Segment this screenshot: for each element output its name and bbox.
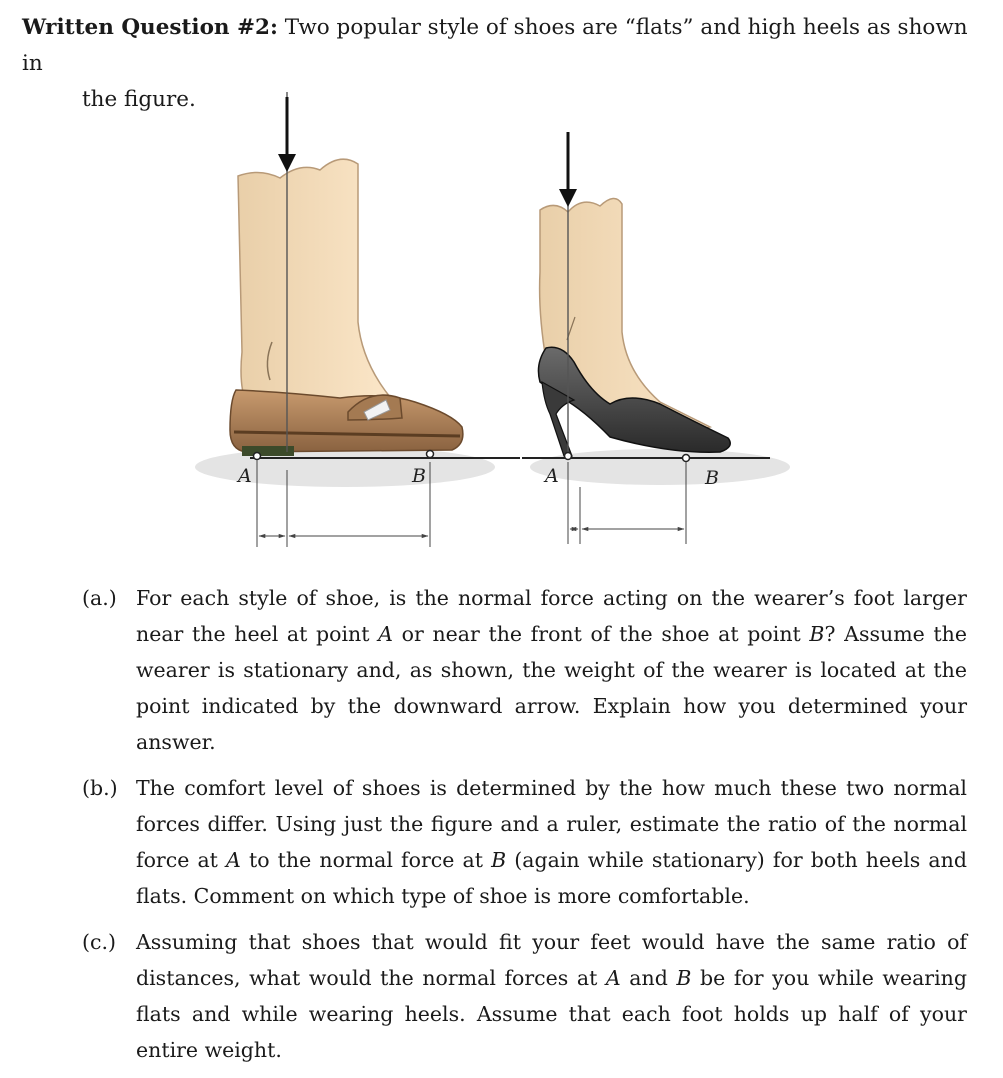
question-intro: Two popular style of shoes are “flats” and high heels as shown in <box>22 15 968 76</box>
flat-point-b-dot <box>427 451 434 458</box>
heel-label-b: B <box>705 467 719 489</box>
part-a <box>82 580 967 760</box>
question-parts <box>82 580 967 1078</box>
part-b-var-a: A <box>226 848 241 872</box>
part-c-marker: (c.) <box>82 930 116 954</box>
part-a-seg-1: For each style of shoe, is the normal force acting on the wearer’s foot larger near the heel at point <box>136 586 967 646</box>
part-a-seg-3: ? Assume the wearer is stationary and, as shown, the weight of the wearer is located at the point indicated by the downward arrow. Explain how you determined your answer. <box>136 622 967 754</box>
heel-point-a-dot <box>565 453 572 460</box>
question-label: Written Question #2: <box>22 15 278 40</box>
shoes-figure <box>190 92 790 557</box>
question-line-1 <box>22 10 972 82</box>
part-b-seg-2: to the normal force at <box>240 848 492 872</box>
question-line-2: the figure. <box>82 87 196 112</box>
heel-shoe-group <box>538 132 730 456</box>
part-b-seg-3: (again while stationary) for both heels and flats. Comment on which type of shoe is more comfortable. <box>136 848 967 908</box>
part-b <box>82 770 967 914</box>
flat-leg <box>238 159 390 410</box>
flat-loafer <box>230 390 463 452</box>
part-b-seg-1: The comfort level of shoes is determined by the how much these two normal forces differ. Using just the figure and a ruler, estimate the ratio of the normal force at <box>136 776 967 872</box>
part-c-var-a: A <box>605 966 621 990</box>
part-a-text <box>136 580 967 760</box>
flat-point-a-dot <box>254 453 261 460</box>
part-a-var-a: A <box>378 622 393 646</box>
shoes-illustration <box>190 92 790 557</box>
part-b-marker: (b.) <box>82 776 118 800</box>
flat-shoe-group <box>230 92 463 456</box>
flat-label-a: A <box>238 465 252 487</box>
part-c <box>82 924 967 1068</box>
flat-heel-block <box>242 446 294 456</box>
part-a-marker: (a.) <box>82 586 117 610</box>
part-c-var-b: B <box>676 966 692 990</box>
part-c-seg-3: be for you while wearing flats and while wearing heels. Assume that each foot holds up half of your entire weight. <box>136 966 967 1062</box>
part-c-seg-1: Assuming that shoes that would fit your feet would have the same ratio of distances, what would the normal forces at <box>136 930 967 990</box>
heel-weight-arrow-head <box>559 189 577 207</box>
part-a-seg-2: or near the front of the shoe at point <box>392 622 810 646</box>
part-c-text <box>136 924 967 1068</box>
part-b-text <box>136 770 967 914</box>
flat-label-b: B <box>412 465 426 487</box>
part-b-var-b: B <box>491 848 507 872</box>
part-a-var-b: B <box>809 622 825 646</box>
heel-point-b-dot <box>683 455 690 462</box>
heel-label-a: A <box>545 465 559 487</box>
part-c-seg-2: and <box>620 966 677 990</box>
